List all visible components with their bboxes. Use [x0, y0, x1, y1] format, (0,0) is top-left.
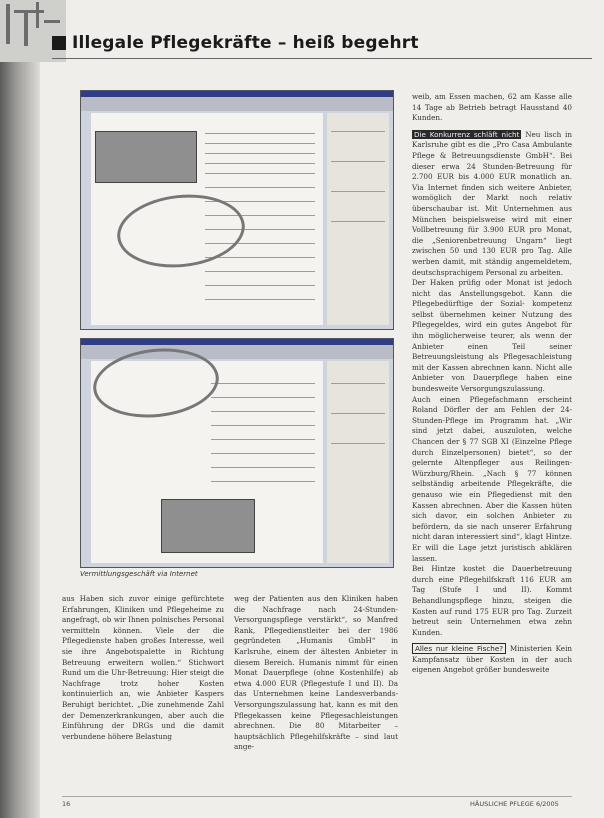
- text-column-left: [62, 594, 224, 742]
- paragraph: aus Haben sich zuvor einige gefürchtete Erfahrungen, Kliniken und Pflegeheime zu angefragt, ob wir Ihnen polnisches Personal vermitteln können. Viele der die Pflegedienste haben großes Interesse, weil sie ihre Angebotspalette in Richtung Betreuung erweitern wollen.“ Stichwort Rund um die Uhr-Betreuung: Hier steigt die Nachfrage trotz hoher Kosten kontinuierlich an, wie Anbieter Kaspers Beruhigt berichtet. „Die zunehmende Zahl der Demenzerkrankungen, aber auch die Einführung der DRGs und die damit verbundene höhere Belastung: [62, 594, 224, 741]
- paragraph: weg der Patienten aus den Kliniken haben die Nachfrage nach 24-Stunden-Versorgungspflege verstärkt“, so Manfred Rank, Pflegedienstleiter bei der 1986 gegründeten „Humanis GmbH“ in Karlsruhe, einem der ältesten Anbieter in diesem Bereich. Humanis nimmt für einen Monat Dauerpflege (ohne Kostenhilfe) ab etwa 4.000 EUR (Pflegestufe I und II). Da das Unternehmen keine Landesverbands-Versorgungszulassung hat, kann es mit den Pflegekassen keine Pflegesachleistungen abrechnen. Die 80 Mitarbeiter – hauptsächlich Pflegehilfskräfte – sind laut ange-: [234, 594, 398, 752]
- subheading: Die Konkurrenz schläft nicht: [414, 129, 520, 139]
- paragraph: Neu lisch in Karlsruhe gibt es die „Pro Casa Ambulante Pflege & Betreuungsdienste GmbH“. Bei dieser erwa 24 Stunden-Betreuung für 2.700 EUR bis 4.000 EUR monatlich an. Via Internet finden sich weitere Anbieter, womöglich der Markt noch relativ überschaubar ist. Mit Unternehmen aus München beispielsweise wird mit einer Vollbetreuung für 3.900 EUR pro Monat, die „Seniorenbetreuung Ungarn“ liegt zwischen 50 und 130 EUR pro Tag. Alle werben damit, mit ständig angemeldetem, deutschsprachigem Personal zu arbeiten.: [412, 129, 572, 277]
- title-bullet-square: [52, 36, 66, 50]
- paragraph: Bei Hintze kostet die Dauerbetreuung durch eine Pflegehilfskraft 116 EUR am Tag (Stufe I und II). Kommt Behandlungspflege hinzu, steigen die Kosten auf rund 175 EUR pro Tag. Zurzeit betreut sein Unternehmen etwa zehn Kunden.: [412, 564, 572, 637]
- paragraph: Auch einen Pflegefachmann erscheint Roland Dörfler der am Fehlen der 24-Stunden-Pflege im Programm hat. „Wir sind jetzt dabei, auszuloten, welche Chancen der § 77 SGB XI (Einzelne Pflege durch Einzelpersonen) bietet“, so der gelernte Altenpfleger aus Reilingen-Würzburg/Rhein. „Nach § 77 können selbständig arbeitende Pflegekräfte, die genauso wie ein Pflegedienst mit den Kassen abrechnen. Aber die Kassen hüten sich davor, ein solchen Anbieter zu befördern, da sie nach unserer Erfahrung nicht daran interessiert sind“, klagt Hintze. Er will die Lage jetzt juristisch abklären lassen.: [412, 394, 572, 563]
- article-title-bar: [52, 34, 592, 59]
- article-title: Illegale Pflegekräfte – heiß begehrt: [72, 33, 419, 53]
- page-gutter-shadow: [0, 0, 40, 818]
- subheading: Alles nur kleine Fische?: [412, 643, 506, 654]
- text-column-right: [412, 92, 572, 676]
- footer-rule: [62, 796, 572, 797]
- screenshot-top: [80, 90, 394, 330]
- paragraph: weib, am Essen machen, 62 am Kasse alle 14 Tage ab Betrieb betragt Hausstand 40 Kunden.: [412, 92, 572, 123]
- screenshot-logo: [95, 131, 197, 183]
- paragraph: Der Haken prüfig oder Monat ist jedoch nicht das Anstellungsgebot. Kann die Pflegebedürftige der Sozial- kompetenz selbst übernehmen keiner Nutzung des Pflegegeldes, wird ein gutes Angebot für ihn möglicherweise teurer, als wenn der Anbieter einen Teil seiner Betreuungsleistung als Pflegesachleistung mit der Kassen abrechnen kann. Nicht alle Anbieter von Dauerpflege haben eine bundesweite Versorgungszulassung.: [412, 278, 572, 394]
- screenshot-logo: [161, 499, 255, 553]
- paragraph: Ministerien Kein Kampfansatz über Kosten in der auch eigenen Angebot größer bundesweite: [412, 644, 572, 675]
- page-number: 16: [62, 800, 71, 808]
- publication-footer: HÄUSLICHE PFLEGE 6/2005: [470, 800, 559, 808]
- figure-caption: Vermittlungsgeschäft via Internet: [80, 570, 198, 578]
- text-column-middle: [234, 594, 398, 753]
- screenshot-bottom: [80, 338, 394, 568]
